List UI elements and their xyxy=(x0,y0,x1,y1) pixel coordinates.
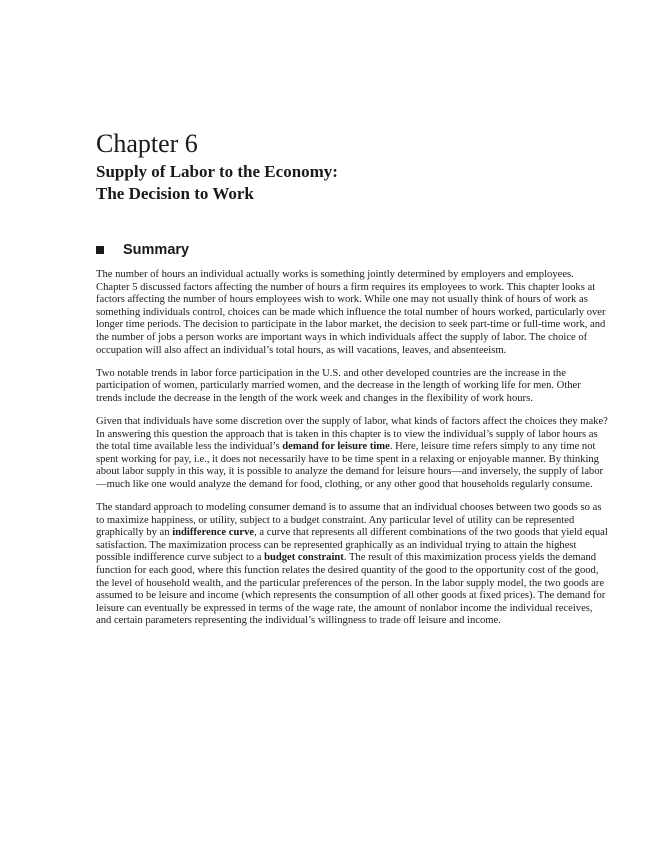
chapter-title-line-1: Supply of Labor to the Economy: xyxy=(96,162,338,181)
paragraph-3-text-after: . Here, leisure time refers simply to any time not spent working for pay, i.e., it does not necessarily have to be time spent in a relaxing or enjoyable manner. By thinking about labor supply in this way, it is possible to analyze the demand for leisure hours—and inversely, the supply of labor—much like one would analyze the demand for food, clothing, or any other good that households regularly consume. xyxy=(96,441,604,490)
term-indifference-curve: indifference curve xyxy=(172,527,255,539)
paragraph-4-text-3: . The result of this maximization process yields the demand function for each good, where this function relates the desired quantity of the good to the opportunity cost of the good, the level of household wealth, and the particular preferences of the person. In the labor supply model, the two goods are assumed to be leisure and income (which represents the consumption of all other goods at fixed prices). The demand for leisure can eventually be expressed in terms of the wage rate, the amount of nonlabor income the individual receives, and certain parameters representing the individual’s willingness to trade off leisure and income. xyxy=(96,552,606,627)
section-heading xyxy=(96,241,189,259)
term-demand-for-leisure-time: demand for leisure time xyxy=(282,441,390,453)
paragraph-3 xyxy=(96,416,608,492)
term-budget-constraint: budget constraint xyxy=(264,552,344,564)
chapter-title xyxy=(96,161,338,205)
square-bullet-icon xyxy=(96,246,104,254)
paragraph-1: The number of hours an individual actually works is something jointly determined by employers and employees. Chapter 5 discussed factors affecting the number of hours a firm requires its employees to work. This chapter looks at factors affecting the number of hours employees wish to work. While one may not usually think of hours of work as something individuals control, choices can be made which influence the total number of hours worked, particularly over longer time periods. The decision to participate in the labor market, the decision to seek part-time or full-time work, and the number of jobs a person works are important ways in which individuals affect the supply of labor. The choice of occupation will also affect an individual’s total hours, as will vacations, leaves, and absenteeism. xyxy=(96,269,606,356)
chapter-title-line-2: The Decision to Work xyxy=(96,184,254,203)
paragraph-3-text-before: Given that individuals have some discretion over the supply of labor, what kinds of factors affect the choices they make? In answering this question the approach that is taken in this chapter is to view the individual’s supply of labor hours as the total time available less the individual’s xyxy=(96,415,608,453)
paragraph-4-text-2: , a curve that represents all different combinations of the two goods that yield equal satisfaction. The maximization process can be represented graphically as an individual trying to attain the highest possible indifference curve subject to a xyxy=(96,527,608,564)
chapter-number: Chapter 6 xyxy=(96,129,198,158)
section-heading-label: Summary xyxy=(123,242,190,258)
paragraph-2: Two notable trends in labor force participation in the U.S. and other developed countries are the increase in the participation of women, particularly married women, and the decrease in the length of working life for men. Other trends include the decrease in the length of the work week and changes in the flexibility of work hours. xyxy=(96,367,581,404)
paragraph-4-text-1: The standard approach to modeling consumer demand is to assume that an individual chooses between two goods so as to maximize happiness, or utility, subject to a budget constraint. Any particular level of utility can be represented graphically by an xyxy=(96,502,602,539)
summary-body xyxy=(96,269,608,638)
paragraph-4 xyxy=(96,502,608,628)
